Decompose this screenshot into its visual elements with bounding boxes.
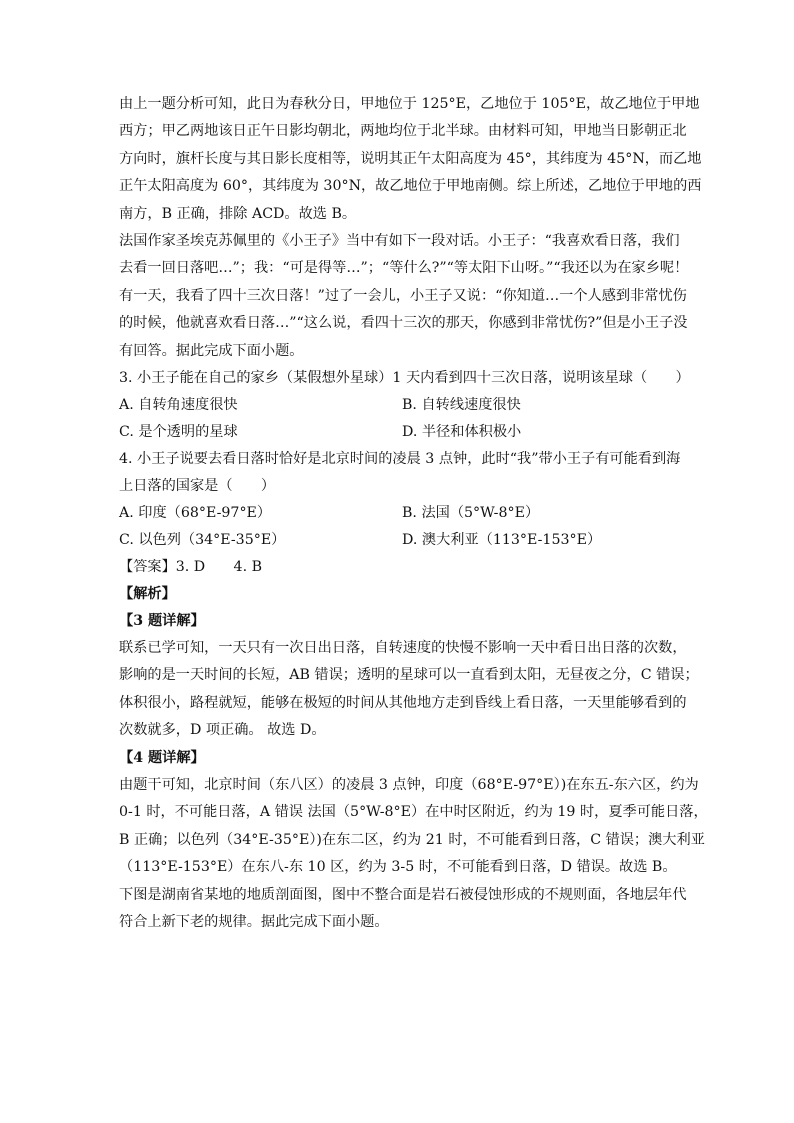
option-4a: A. 印度（68°E-97°E） xyxy=(119,505,272,521)
question-3-stem: 3. 小王子能在自己的家乡（某假想外星球）1 天内看到四十三次日落，说明该星球（ ） xyxy=(119,370,690,386)
option-4c: C. 以色列（34°E-35°E） xyxy=(119,532,286,548)
text-line: 去看一回日落吧…”；我：“可是得等…”；“等什么?”“等太阳下山呀。”“我还以为在家乡呢！ xyxy=(119,260,689,277)
question-3-options-row-1 xyxy=(119,392,682,419)
text-line: 南方，B 正确，排除 ACD。故选 B。 xyxy=(119,205,357,222)
option-3a: A. 自转角速度很快 xyxy=(119,397,238,413)
question-4-options-row-2 xyxy=(119,527,682,554)
text-line: 正午太阳高度为 60°，其纬度为 30°N，故乙地位于甲地南侧。综上所述，乙地位于甲地的西 xyxy=(119,178,702,195)
answer-line: 【答案】3. D 4. B xyxy=(119,559,263,575)
text-line: 联系已学可知，一天只有一次日出日落，自转速度的快慢不影响一天中看日出日落的次数， xyxy=(119,640,687,656)
text-line: 上日落的国家是（ ） xyxy=(119,478,276,495)
option-4b: B. 法国（5°W-8°E） xyxy=(402,505,540,521)
question-4-stem xyxy=(119,446,682,501)
text-line: 西方；甲乙两地该日正午日影均朝北，两地均位于北半球。由材料可知，甲地当日影朝正北 xyxy=(119,123,687,140)
option-3d: D. 半径和体积极小 xyxy=(402,424,522,440)
material-paragraph xyxy=(119,228,689,365)
text-line: 下图是湖南省某地的地质剖面图，图中不整合面是岩石被侵蚀形成的不规则面，各地层年代 xyxy=(119,887,687,903)
option-3c: C. 是个透明的星球 xyxy=(119,424,238,440)
text-line: 0-1 时，不可能日落，A 错误 法国（5°W-8°E）在中时区附近，约为 19 时，夏季可能日落， xyxy=(119,804,708,821)
option-4d: D. 澳大利亚（113°E-153°E） xyxy=(402,532,602,548)
next-material-paragraph xyxy=(119,882,687,937)
analysis-label: 【解析】 xyxy=(119,586,176,602)
text-line: （113°E-153°E）在东八-东 10 区，约为 3-5 时，不可能看到日落，D 错误。故选 B。 xyxy=(119,859,677,876)
text-line: 次数就多，D 项正确。 故选 D。 xyxy=(119,722,326,739)
text-line: 有回答。据此完成下面小题。 xyxy=(119,342,304,359)
q3-detail-label: 【3 题详解】 xyxy=(119,613,205,629)
text-line: 体积很小，路程就短，能够在极短的时间从其他地方走到昏线上看日落，一天里能够看到的 xyxy=(119,694,687,711)
option-3b: B. 自转线速度很快 xyxy=(402,397,521,413)
text-line: 4. 小王子说要去看日落时恰好是北京时间的凌晨 3 点钟，此时“我”带小王子有可能看到海 xyxy=(119,451,681,467)
text-line: 由上一题分析可知，此日为春秋分日，甲地位于 125°E，乙地位于 105°E，故乙地位于甲地 xyxy=(119,96,700,112)
text-line: 方向时，旗杆长度与其日影长度相等，说明其正午太阳高度为 45°，其纬度为 45°N，而乙地 xyxy=(119,150,702,167)
text-line: 法国作家圣埃克苏佩里的《小王子》当中有如下一段对话。小王子：“我喜欢看日落，我们 xyxy=(119,233,680,249)
question-3-options-row-2 xyxy=(119,419,682,446)
previous-analysis-paragraph xyxy=(119,91,702,228)
text-line: 由题干可知，北京时间（东八区）的凌晨 3 点钟，印度（68°E-97°E）)在东五-东六区，约为 xyxy=(119,777,699,793)
text-line: 的时候，他就喜欢看日落…”“这么说，看四十三次的那天，你感到非常忧伤?”但是小王子没 xyxy=(119,315,688,332)
q3-detail-paragraph xyxy=(119,635,699,745)
text-line: 有一天，我看了四十三次日落！”过了一会儿，小王子又说：“你知道…一个人感到非常忧伤 xyxy=(119,287,687,304)
q4-detail-paragraph xyxy=(119,772,708,882)
text-line: 影响的是一天时间的长短，AB 错误；透明的星球可以一直看到太阳，无昼夜之分，C 错误； xyxy=(119,667,699,684)
q4-detail-label: 【4 题详解】 xyxy=(119,750,205,766)
question-4-options-row-1 xyxy=(119,500,682,527)
text-line: B 正确；以色列（34°E-35°E）)在东二区，约为 21 时，不可能看到日落，C 错误；澳大利亚 xyxy=(119,831,705,848)
text-line: 符合上新下老的规律。据此完成下面小题。 xyxy=(119,914,389,931)
